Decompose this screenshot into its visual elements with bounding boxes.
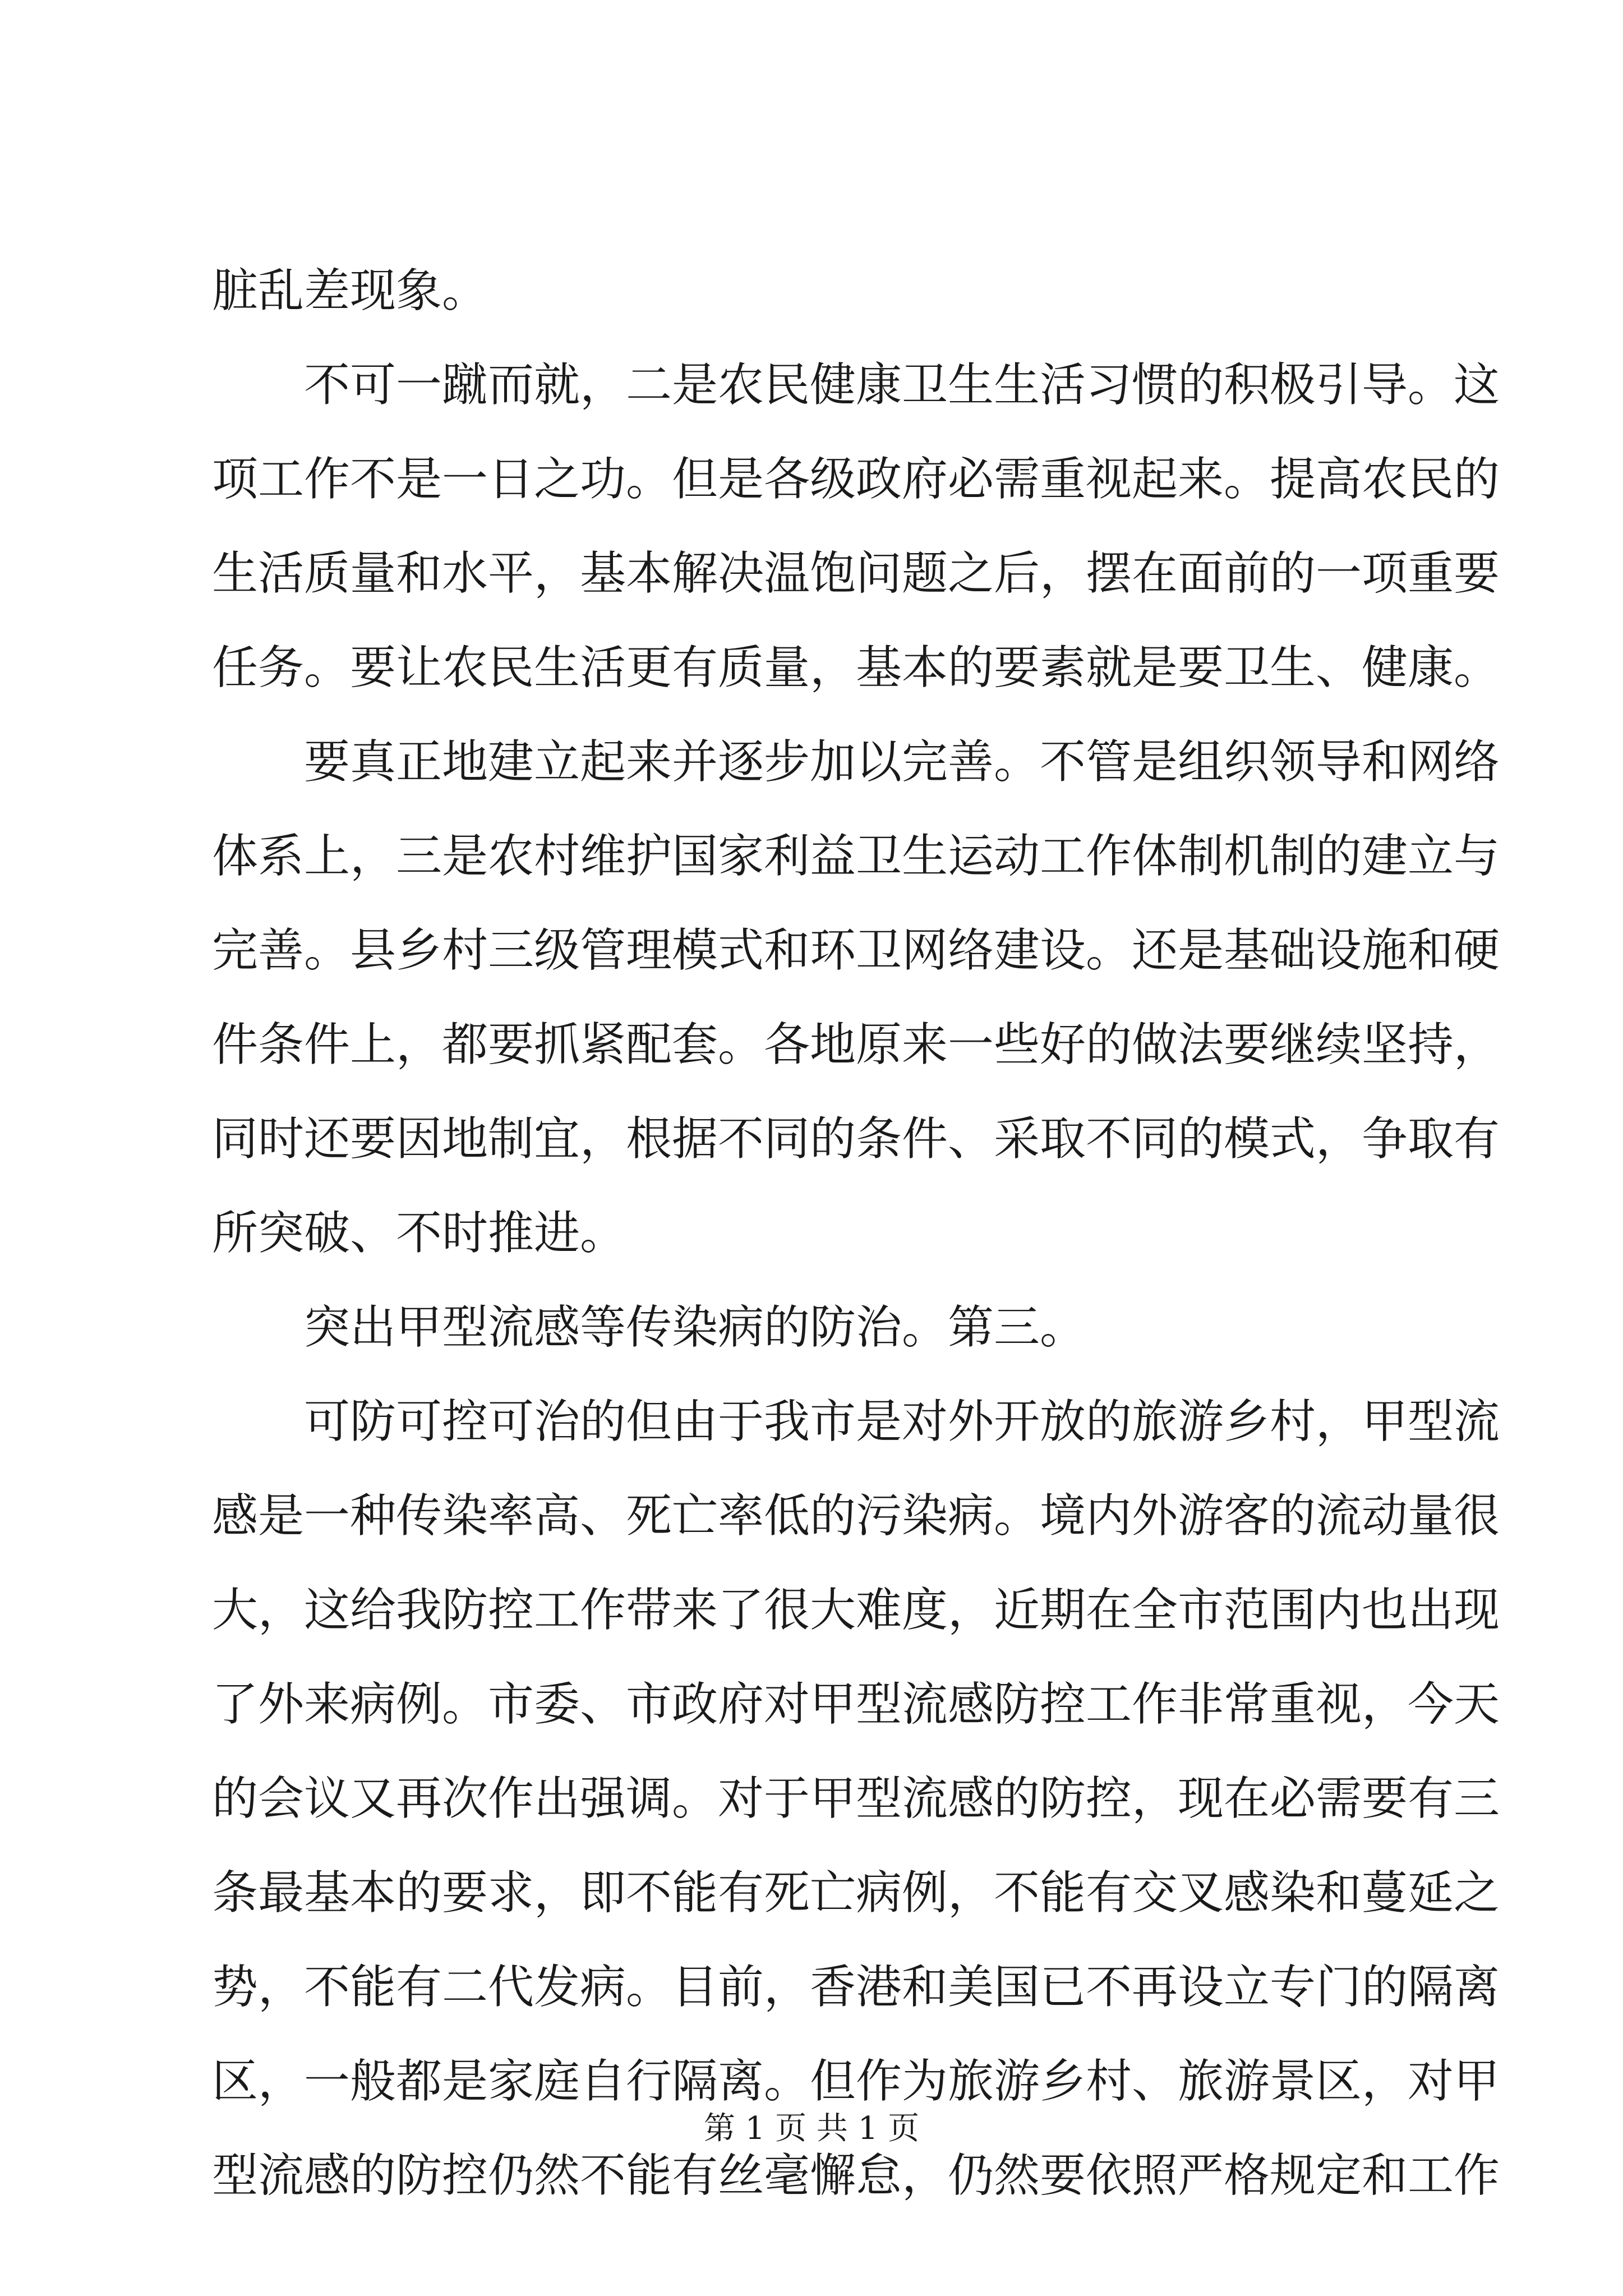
text-line: 可防可控可治的但由于我市是对外开放的旅游乡村，甲型流	[304, 1395, 1500, 1448]
text-line: 不可一蹴而就，二是农民健康卫生生活习惯的积极引导。这	[304, 358, 1500, 412]
text-line: 突出甲型流感等传染病的防治。第三。	[304, 1301, 1086, 1354]
text-line: 区，一般都是家庭自行隔离。但作为旅游乡村、旅游景区，对甲	[212, 2055, 1500, 2108]
text-line: 势，不能有二代发病。目前，香港和美国已不再设立专门的隔离	[212, 1961, 1500, 2014]
text-line: 项工作不是一日之功。但是各级政府必需重视起来。提高农民的	[212, 453, 1500, 506]
text-line: 体系上，三是农村维护国家利益卫生运动工作体制机制的建立与	[212, 830, 1500, 883]
text-line: 所突破、不时推进。	[212, 1207, 626, 1260]
text-line: 感是一种传染率高、死亡率低的污染病。境内外游客的流动量很	[212, 1489, 1500, 1543]
text-line: 件条件上，都要抓紧配套。各地原来一些好的做法要继续坚持，	[212, 1018, 1500, 1071]
text-line: 完善。县乡村三级管理模式和环卫网络建设。还是基础设施和硬	[212, 924, 1500, 977]
text-line: 脏乱差现象。	[212, 264, 488, 318]
text-line: 任务。要让农民生活更有质量，基本的要素就是要卫生、健康。	[212, 641, 1500, 694]
text-line: 同时还要因地制宜，根据不同的条件、采取不同的模式，争取有	[212, 1112, 1500, 1166]
text-line: 大，这给我防控工作带来了很大难度，近期在全市范围内也出现	[212, 1584, 1500, 1637]
page-footer: 第 1 页 共 1 页	[703, 2110, 920, 2147]
text-line: 要真正地建立起来并逐步加以完善。不管是组织领导和网络	[304, 735, 1500, 789]
document-body	[212, 244, 1500, 2223]
text-line: 的会议又再次作出强调。对于甲型流感的防控，现在必需要有三	[212, 1772, 1500, 1825]
text-line: 型流感的防控仍然不能有丝毫懈怠，仍然要依照严格规定和工作	[212, 2149, 1500, 2202]
text-line: 了外来病例。市委、市政府对甲型流感防控工作非常重视，今天	[212, 1678, 1500, 1731]
text-line: 生活质量和水平，基本解决温饱问题之后，摆在面前的一项重要	[212, 547, 1500, 600]
text-line: 条最基本的要求，即不能有死亡病例，不能有交叉感染和蔓延之	[212, 1866, 1500, 1920]
